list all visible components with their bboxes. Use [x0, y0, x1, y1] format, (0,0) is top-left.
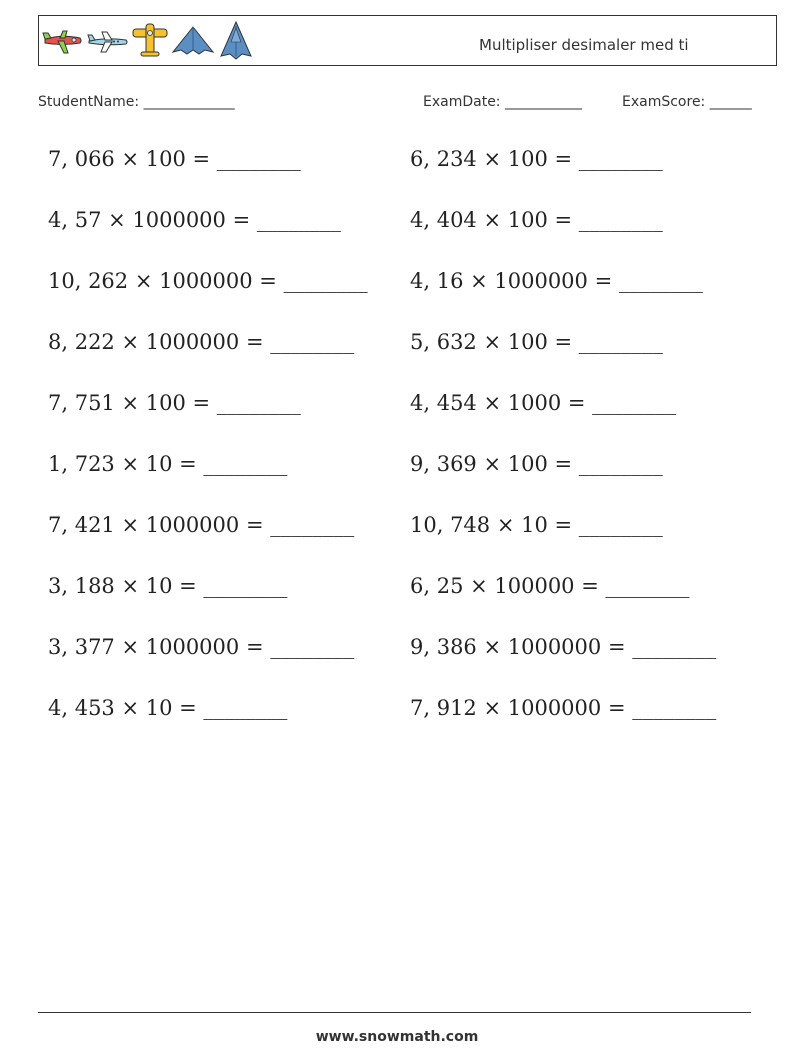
delta-jet-icon: [218, 20, 254, 62]
problem-right-1: 6, 234 × 100 = ________: [410, 147, 663, 171]
blue-airplane-icon: [87, 26, 129, 56]
problem-left-6: 1, 723 × 10 = ________: [48, 452, 288, 476]
worksheet-title: Multipliser desimaler med ti: [479, 36, 689, 54]
problem-right-2: 4, 404 × 100 = ________: [410, 208, 663, 232]
problem-left-2: 4, 57 × 1000000 = ________: [48, 208, 341, 232]
stealth-bomber-icon: [171, 24, 215, 58]
header-box: [38, 15, 777, 66]
problem-right-4: 5, 632 × 100 = ________: [410, 330, 663, 354]
problem-left-1: 7, 066 × 100 = ________: [48, 147, 301, 171]
problem-left-8: 3, 188 × 10 = ________: [48, 574, 288, 598]
problem-right-3: 4, 16 × 1000000 = ________: [410, 269, 703, 293]
problem-left-3: 10, 262 × 1000000 = ________: [48, 269, 368, 293]
problem-left-9: 3, 377 × 1000000 = ________: [48, 635, 355, 659]
problem-left-4: 8, 222 × 1000000 = ________: [48, 330, 355, 354]
exam-score-field: ExamScore: ______: [622, 94, 752, 110]
red-airplane-icon: [42, 26, 84, 56]
problem-left-7: 7, 421 × 1000000 = ________: [48, 513, 355, 537]
problem-right-6: 9, 369 × 100 = ________: [410, 452, 663, 476]
problem-right-10: 7, 912 × 1000000 = ________: [410, 696, 717, 720]
student-name-field: StudentName: _____________: [38, 94, 235, 110]
footer-website: www.snowmath.com: [315, 1029, 479, 1045]
problem-right-9: 9, 386 × 1000000 = ________: [410, 635, 717, 659]
footer-divider: [38, 1012, 751, 1013]
yellow-plane-icon: [132, 21, 168, 61]
exam-date-field: ExamDate: ___________: [423, 94, 582, 110]
problem-right-5: 4, 454 × 1000 = ________: [410, 391, 677, 415]
problem-right-8: 6, 25 × 100000 = ________: [410, 574, 690, 598]
problem-left-5: 7, 751 × 100 = ________: [48, 391, 301, 415]
icon-strip: [42, 20, 254, 62]
problem-right-7: 10, 748 × 10 = ________: [410, 513, 663, 537]
problem-left-10: 4, 453 × 10 = ________: [48, 696, 288, 720]
